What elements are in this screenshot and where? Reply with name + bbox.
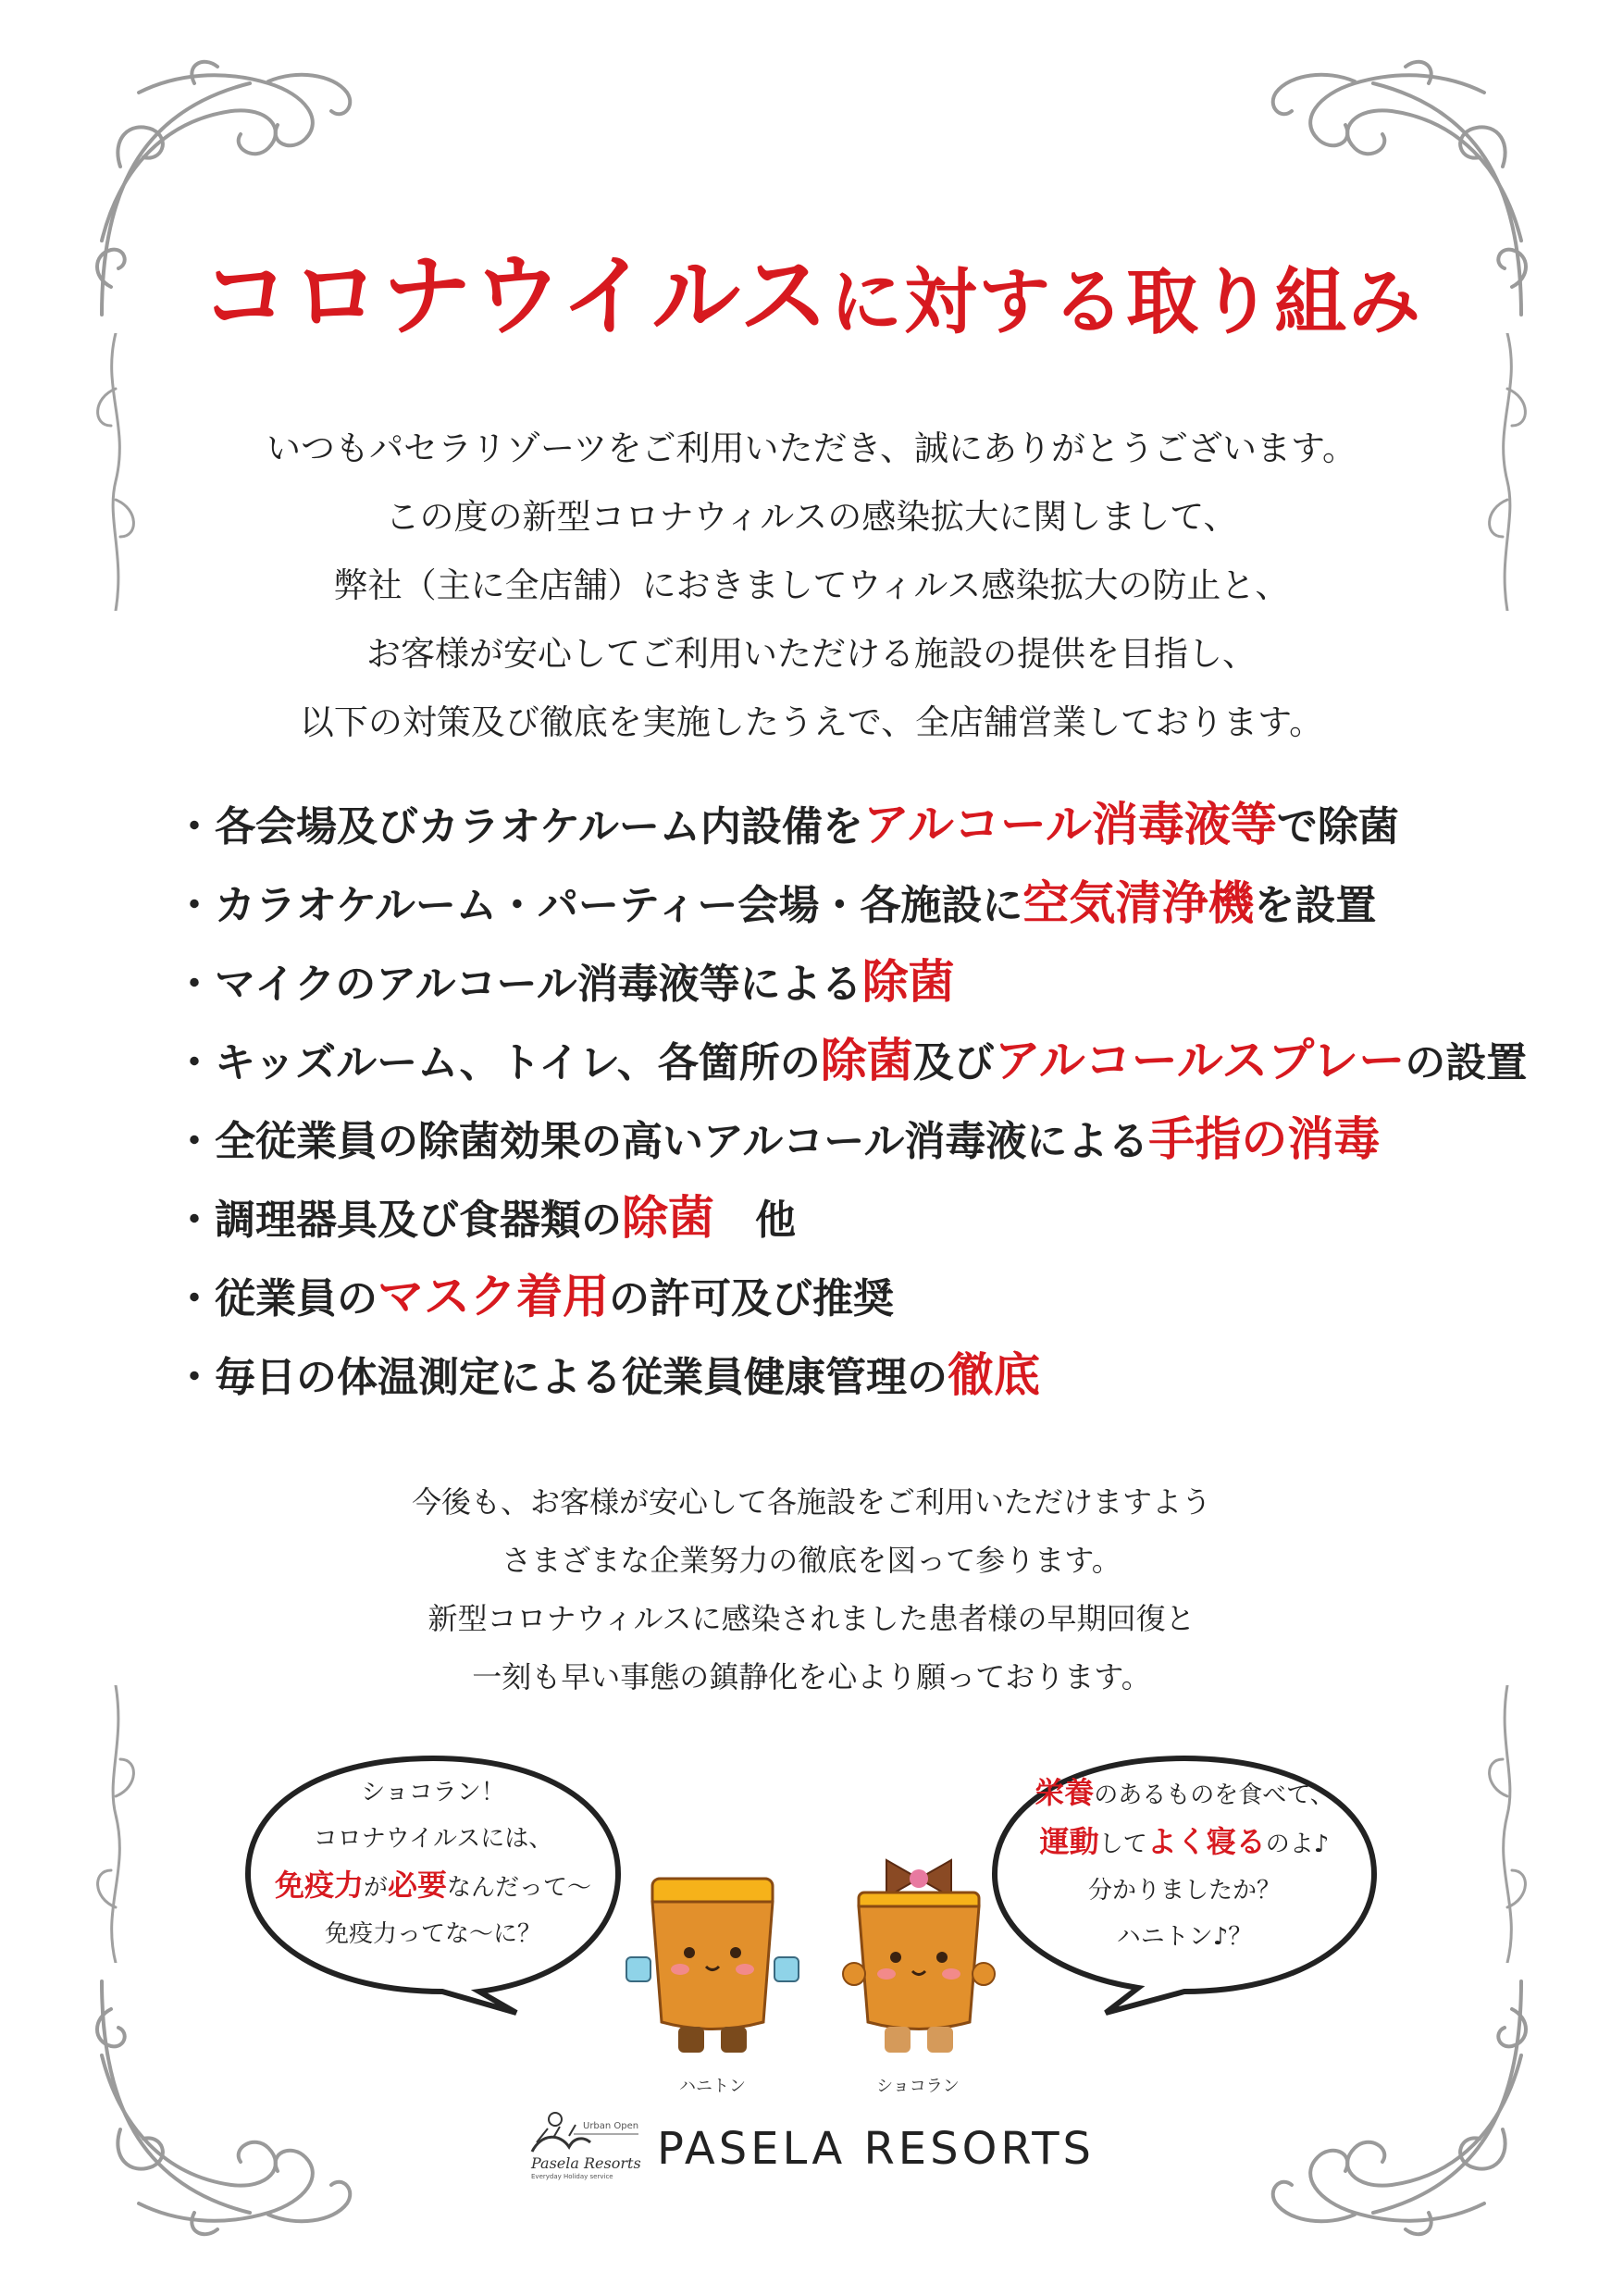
measure-item [174,1021,1528,1099]
intro-paragraph [0,415,1623,757]
bubble-text: が [363,1874,388,1902]
intro-line: この度の新型コロナウィルスの感染拡大に関しまして、 [385,497,1238,537]
closing-line: さまざまな企業努力の徹底を図って参ります。 [502,1543,1121,1578]
measure-item [174,1178,1488,1257]
closing-line: 今後も、お客様が安心して各施設をご利用いただけますよう [411,1484,1211,1520]
measure-text: ・マイクのアルコール消毒液等による [174,961,862,1008]
brand-logo-text: Pasela Resorts [531,2154,641,2172]
measure-text: で除菌 [1276,803,1399,850]
measure-text: ・従業員の [174,1275,378,1322]
bubble-right-line1 [1009,1769,1360,1818]
bubble-text: なんだって～ [447,1874,592,1902]
page-title [0,243,1623,348]
measure-item [174,863,1488,942]
bubble-highlight: 免疫力 [274,1868,364,1903]
measure-highlight: 手指の消毒 [1148,1111,1381,1166]
bubble-left-line1: ショコラン！ [361,1779,505,1806]
measure-highlight: マスク着用 [378,1269,609,1323]
measure-item [174,1099,1488,1178]
measure-highlight: アルコールスプレー [994,1033,1406,1087]
title-main: コロナウイルス [200,243,831,348]
measure-text: 及び [912,1039,995,1086]
bubble-right-text [1009,1769,1360,1960]
bubble-highlight: 栄養 [1035,1775,1095,1810]
measures-list [174,785,1528,1414]
measure-highlight: 除菌 [861,954,955,1009]
side-ornament-left-lower [83,1685,148,1963]
mascot-hanitone-label: ハニトン [679,2077,746,2096]
bubble-highlight: よく寝る [1146,1824,1266,1859]
measure-item [174,1335,1488,1414]
measure-text: の設置 [1405,1039,1528,1086]
brand-name: PASELA RESORTS [657,2123,1096,2175]
bubble-text: のよ♪ [1265,1831,1330,1858]
measure-highlight: 徹底 [948,1347,1040,1402]
measure-highlight: 除菌 [622,1190,714,1245]
bubble-highlight: 必要 [388,1868,448,1903]
measure-text: ・キッズルーム、トイレ、各箇所の [174,1039,821,1086]
intro-line: 弊社（主に全店舗）におきましてウィルス感染拡大の防止と、 [333,565,1290,605]
intro-line: 以下の対策及び徹底を実施したうえで、全店舗営業しております。 [299,702,1324,742]
title-sub: に対する取り組み [830,260,1423,344]
bubble-right-line2 [1009,1818,1360,1868]
intro-line: お客様が安心してご利用いただける施設の提供を目指し、 [366,634,1257,674]
measure-highlight: 空気清浄機 [1022,875,1255,930]
bubble-left-text [266,1769,600,1957]
brand-logo-sub: Everyday Holiday service [531,2173,613,2180]
measure-text: ・各会場及びカラオケルーム内設備を [174,803,863,850]
measure-text: ・全従業員の除菌効果の高いアルコール消毒液による [174,1118,1149,1165]
bubble-highlight: 運動 [1039,1824,1099,1859]
mascot-chocolan-label: ショコラン [876,2077,960,2096]
bubble-right-line3: 分かりましたか？ [1087,1877,1281,1905]
measure-item [174,942,1488,1021]
measure-item [174,785,1488,863]
brand-logo-top: Urban Open [583,2121,639,2131]
bubble-right-line4: ハニトン♪？ [1116,1923,1253,1951]
measure-highlight: アルコール消毒液等 [862,797,1277,851]
measure-item [174,1257,1488,1335]
closing-line: 一刻も早い事態の鎮静化を心より願っております。 [472,1659,1151,1694]
closing-paragraph [0,1473,1623,1706]
measure-text: 他 [714,1197,796,1244]
measure-text: ・カラオケルーム・パーティー会場・各施設に [174,882,1023,929]
brand-footer [518,2101,1110,2193]
bubble-left-line4: 免疫力ってな～に？ [324,1920,541,1948]
intro-line: いつもパセラリゾーツをご利用いただき、誠にありがとうございます。 [266,428,1357,468]
side-ornament-right-lower [1475,1685,1540,1963]
measure-text: の許可及び推奨 [609,1275,894,1322]
mascot-chocolan [822,1837,1016,2073]
measure-highlight: 除菌 [820,1033,913,1087]
closing-line: 新型コロナウィルスに感染されました患者様の早期回復と [427,1601,1196,1636]
bubble-text: して [1098,1831,1147,1858]
bubble-left-line3 [266,1862,600,1911]
measure-text: ・調理器具及び食器類の [174,1197,622,1244]
bubble-left-line2: コロナウイルスには、 [313,1825,553,1853]
bubble-text: のあるものを食べて、 [1094,1781,1334,1809]
measure-text: ・毎日の体温測定による従業員健康管理の [174,1354,948,1401]
mascot-hanitone [615,1851,810,2073]
measure-text: を設置 [1254,882,1377,929]
